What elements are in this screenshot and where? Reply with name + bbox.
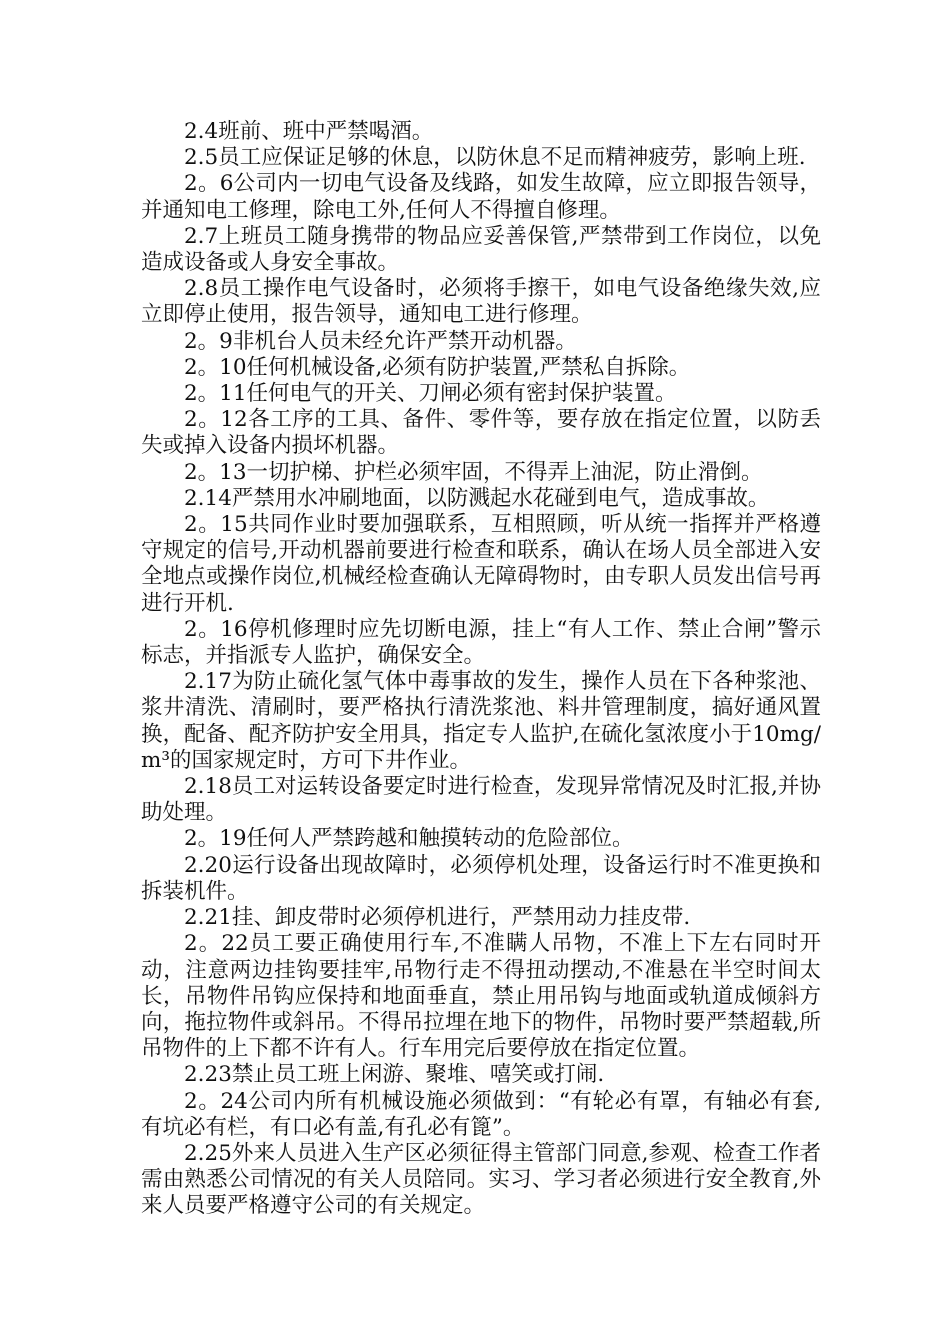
paragraph-2-22: 2。22员工要正确使用行车,不准瞒人吊物，不准上下左右同时开动，注意两边挂钩要挂牢,吊物行走不得扭动摆动,不准悬在半空时间太长，吊物件吊钩应保持和地面垂直，禁止用吊钩与地面或轨道成倾斜方向，拖拉物件或斜吊。不得吊拉埋在地下的物件，吊物时要严禁超载,所吊物件的上下都不许有人。行车用完后要停放在指定位置。 [141,931,821,1062]
paragraph-2-23: 2.23禁止员工班上闲游、聚堆、嘻笑或打闹. [184,1062,605,1088]
paragraph-2-18: 2.18员工对运转设备要定时进行检查，发现异常情况及时汇报,并协助处理。 [141,774,821,826]
paragraph-2-16: 2。16停机修理时应先切断电源，挂上“有人工作、禁止合闸”警示标志，并指派专人监护，确保安全。 [141,616,821,669]
paragraph-2-5: 2.5员工应保证足够的休息，以防休息不足而精神疲劳，影响上班. [184,145,806,171]
paragraph-2-7: 2.7上班员工随身携带的物品应妥善保管,严禁带到工作岗位，以免造成设备或人身安全事故。 [141,223,821,276]
paragraph-2-15: 2。15共同作业时要加强联系，互相照顾，听从统一指挥并严格遵守规定的信号,开动机器前要进行检查和联系，确认在场人员全部进入安全地点或操作岗位,机械经检查确认无障碍物时，由专职人员发出信号再进行开机. [141,512,821,616]
paragraph-2-14: 2.14严禁用水冲刷地面，以防溅起水花碰到电气，造成事故。 [184,485,770,511]
paragraph-2-10: 2。10任何机械设备,必须有防护装置,严禁私自拆除。 [184,354,691,380]
paragraph-2-13: 2。13一切护梯、护栏必须牢固，不得弄上油泥，防止滑倒。 [184,459,763,485]
document-body [141,119,821,1220]
paragraph-2-8: 2.8员工操作电气设备时，必须将手擦干，如电气设备绝缘失效,应立即停止使用，报告领导，通知电工进行修理。 [141,276,821,328]
paragraph-2-9: 2。9非机台人员未经允许严禁开动机器。 [184,328,577,354]
paragraph-2-6: 2。6公司内一切电气设备及线路，如发生故障，应立即报告领导，并通知电工修理，除电工外,任何人不得擅自修理。 [141,171,821,223]
paragraph-2-11: 2。11任何电气的开关、刀闸必须有密封保护装置。 [184,381,677,407]
paragraph-2-20: 2.20运行设备出现故障时，必须停机处理，设备运行时不准更换和拆装机件。 [141,852,821,904]
paragraph-2-12: 2。12各工序的工具、备件、零件等，要存放在指定位置，以防丢失或掉入设备内损坏机器。 [141,407,821,459]
paragraph-2-19: 2。19任何人严禁跨越和触摸转动的危险部位。 [184,826,634,852]
paragraph-2-24: 2。24公司内所有机械设施必须做到：“有轮必有罩，有轴必有套,有坑必有栏，有口必有盖,有孔必有篦”。 [141,1088,821,1140]
paragraph-2-17: 2.17为防止硫化氢气体中毒事故的发生，操作人员在下各种浆池、浆井清洗、清刷时，要严格执行清洗浆池、料井管理制度，搞好通风置换，配备、配齐防护安全用具，指定专人监护,在硫化氢浓度小于10mg/m³的国家规定时，方可下井作业。 [141,669,821,773]
paragraph-2-25: 2.25外来人员进入生产区必须征得主管部门同意,参观、检查工作者需由熟悉公司情况的有关人员陪同。实习、学习者必须进行安全教育,外来人员要严格遵守公司的有关规定。 [141,1140,821,1219]
paragraph-2-4: 2.4班前、班中严禁喝酒。 [184,119,434,144]
paragraph-2-21: 2.21挂、卸皮带时必须停机进行，严禁用动力挂皮带. [184,905,691,931]
